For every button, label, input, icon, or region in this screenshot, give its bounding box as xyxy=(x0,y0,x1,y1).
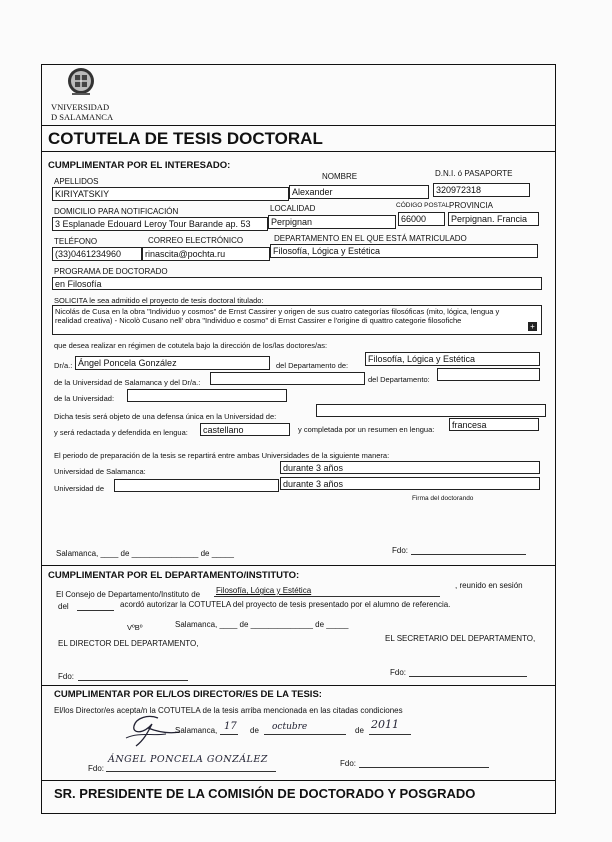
secretario-departamento-label: EL SECRETARIO DEL DEPARTAMENTO, xyxy=(385,634,536,643)
signed-day: 17 xyxy=(224,721,237,732)
localidad-field[interactable]: Perpignan xyxy=(268,215,396,229)
periodo-salamanca-field[interactable]: durante 3 años xyxy=(280,461,540,474)
fdo-director-tesis-line[interactable] xyxy=(106,771,276,772)
domicilio-label: DOMICILIO PARA NOTIFICACIÓN xyxy=(54,207,179,216)
defensa-universidad-field[interactable] xyxy=(316,404,546,417)
programa-label: PROGRAMA DE DOCTORADO xyxy=(54,267,168,276)
de-year-label: de xyxy=(355,726,364,735)
day-line[interactable] xyxy=(220,734,238,735)
apellidos-label: APELLIDOS xyxy=(54,177,99,186)
solicita-label: SOLICITA le sea admitido el proyecto de tesis doctoral titulado: xyxy=(54,296,264,305)
year-line[interactable] xyxy=(369,734,411,735)
fdo-secretario-line[interactable] xyxy=(409,676,527,677)
university-name-line2: D SALAMANCA xyxy=(51,112,114,122)
fdo-codirector-label: Fdo: xyxy=(340,759,357,768)
fdo-director-tesis-label: Fdo: xyxy=(88,764,105,773)
programa-field[interactable]: en Filosofía xyxy=(52,277,542,290)
cotutela-label: que desea realizar en régimen de cotutela bajo la dirección de los/las doctores/as: xyxy=(54,341,328,350)
month-line[interactable] xyxy=(264,734,346,735)
completada-label: y completada por un resumen en lengua: xyxy=(298,425,435,434)
de-label: de xyxy=(250,726,259,735)
salamanca-date-line: Salamanca, ____ de _______________ de _____ xyxy=(56,549,234,558)
universidad-salamanca-label: Universidad de Salamanca: xyxy=(54,467,146,476)
consejo-departamento-value: Filosofía, Lógica y Estética xyxy=(216,586,312,595)
page-title: COTUTELA DE TESIS DOCTORAL xyxy=(48,129,323,148)
fdo-director-label: Fdo: xyxy=(58,672,75,681)
fdo-director-line[interactable] xyxy=(78,680,188,681)
codirector-name-field[interactable] xyxy=(210,372,365,385)
fdo-secretario-label: Fdo: xyxy=(390,668,407,677)
telefono-label: TELÉFONO xyxy=(54,237,98,246)
departamento-salamanca-date-line: Salamanca, ____ de ______________ de _____ xyxy=(175,620,349,629)
acepta-label: El/los Director/es acepta/n la COTUTELA de la tesis arriba mencionada en las citadas condiciones xyxy=(54,706,403,715)
lengua-redaccion-field[interactable]: castellano xyxy=(200,423,290,436)
sesion-date-line[interactable] xyxy=(77,610,114,611)
fdo-doctorando-line[interactable] xyxy=(411,554,526,555)
telefono-field[interactable]: (33)0461234960 xyxy=(52,247,142,261)
section-title-departamento: CUMPLIMENTAR POR EL DEPARTAMENTO/INSTITUTO: xyxy=(48,570,300,581)
vobo-label: VºBº xyxy=(127,623,143,632)
dni-label: D.N.I. ó PASAPORTE xyxy=(435,169,513,178)
acordo-label: acordó autorizar la COTUTELA del proyecto de tesis presentado por el alumno de referencia. xyxy=(120,600,451,609)
dni-field[interactable]: 320972318 xyxy=(433,183,530,197)
director-departamento-field[interactable]: Filosofía, Lógica y Estética xyxy=(365,352,540,366)
tesis-title-field[interactable]: Nicolás de Cusa en la obra "Individuo y cosmos" de Ernst Cassirer y origen de sus cuatro categorías filosóficas (mito, lógica, lengua y realidad creativa) - Nicolò Cusano nell' obra "Individuo e cosmo" di Ernst Cassirer e l'origine di quattro categorie filosofiche xyxy=(52,305,542,335)
signed-year: 2011 xyxy=(371,718,399,731)
divider xyxy=(41,565,556,566)
university-name-line1: VNIVERSIDAD xyxy=(51,102,110,112)
provincia-label: PROVINCIA xyxy=(449,201,494,210)
divider xyxy=(41,125,556,126)
departamento-label: DEPARTAMENTO EN EL QUE ESTÁ MATRICULADO xyxy=(274,234,467,243)
footer-title: SR. PRESIDENTE DE LA COMISIÓN DE DOCTORADO Y POSGRADO xyxy=(54,786,476,801)
codigo-postal-field[interactable]: 66000 xyxy=(398,212,445,226)
expand-icon[interactable]: + xyxy=(528,322,537,331)
fdo-codirector-line[interactable] xyxy=(359,767,489,768)
correo-label: CORREO ELECTRÓNICO xyxy=(148,236,244,245)
periodo-label: El periodo de preparación de la tesis se repartirá entre ambas Universidades de la siguiente manera: xyxy=(54,451,390,460)
apellidos-field[interactable]: KIRIYATSKIY xyxy=(52,187,289,201)
nombre-label: NOMBRE xyxy=(322,172,358,181)
section-title-interesado: CUMPLIMENTAR POR EL INTERESADO: xyxy=(48,160,231,171)
codirector-departamento-field[interactable] xyxy=(437,368,540,381)
signed-month: octubre xyxy=(272,722,308,732)
del-departamento2-label: del Departamento: xyxy=(368,375,430,384)
dra-label: Dr/a.: xyxy=(54,361,73,370)
universidad-salamanca-dra-label: de la Universidad de Salamanca y del Dr/a.: xyxy=(54,378,201,387)
departamento-field[interactable]: Filosofía, Lógica y Estética xyxy=(270,244,538,258)
fdo-doctorando-label: Fdo: xyxy=(392,546,409,555)
firma-doctorando-label: Firma del doctorando xyxy=(412,495,474,502)
director-name-field[interactable]: Ángel Poncela González xyxy=(75,356,270,370)
universidad-field[interactable] xyxy=(127,389,287,402)
divider xyxy=(41,780,556,781)
correo-field[interactable]: rinascita@pochta.ru xyxy=(142,247,270,261)
reunido-label: , reunido en sesión xyxy=(455,581,523,590)
nombre-field[interactable]: Alexander xyxy=(289,185,429,199)
del-departamento-label: del Departamento de: xyxy=(276,361,349,370)
codigo-postal-label: CÓDIGO POSTAL xyxy=(396,202,450,209)
defensa-label: Dicha tesis será objeto de una defensa única en la Universidad de: xyxy=(54,412,277,421)
universidad-label: de la Universidad: xyxy=(54,394,115,403)
director-tesis-name-handwritten: ÁNGEL PONCELA GONZÁLEZ xyxy=(108,754,268,765)
directores-salamanca-label: Salamanca, xyxy=(175,726,218,735)
redactada-label: y será redactada y defendida en lengua: xyxy=(54,428,188,437)
provincia-field[interactable]: Perpignan. Francia xyxy=(448,212,539,226)
domicilio-field[interactable]: 3 Esplanade Edouard Leroy Tour Barande ap. 53 xyxy=(52,217,268,231)
universidad-destino-field[interactable] xyxy=(114,479,279,492)
lengua-resumen-field[interactable]: francesa xyxy=(449,418,539,431)
del-label: del xyxy=(58,602,69,611)
divider xyxy=(41,685,556,686)
periodo-destino-field[interactable]: durante 3 años xyxy=(280,477,540,490)
localidad-label: LOCALIDAD xyxy=(270,204,316,213)
section-title-directores: CUMPLIMENTAR POR EL/LOS DIRECTOR/ES DE LA TESIS: xyxy=(54,689,322,700)
director-departamento-label: EL DIRECTOR DEL DEPARTAMENTO, xyxy=(58,639,199,648)
universidad-de-label: Universidad de xyxy=(54,484,105,493)
divider xyxy=(41,151,556,152)
consejo-line[interactable] xyxy=(214,596,440,597)
consejo-label: El Consejo de Departamento/Instituto de xyxy=(56,590,201,599)
